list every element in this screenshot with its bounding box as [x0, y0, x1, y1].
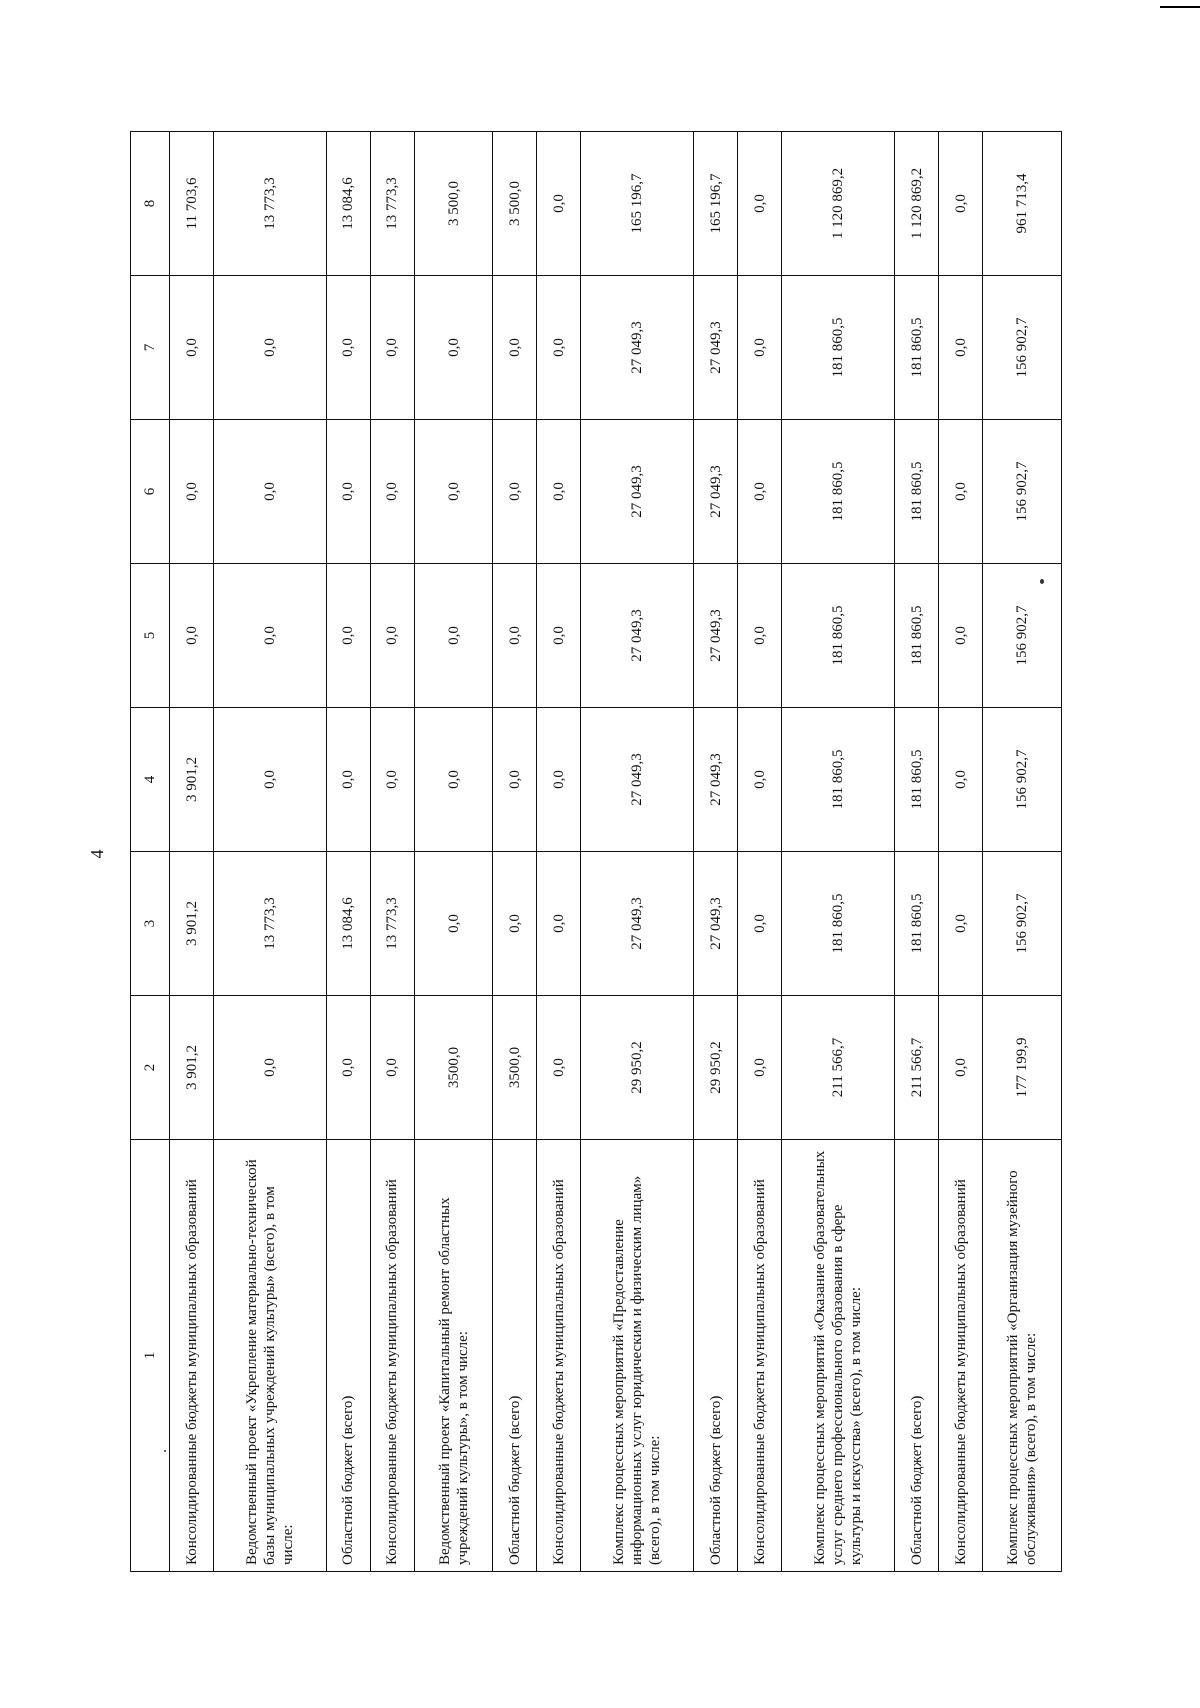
- value-cell: 0,0: [537, 708, 581, 852]
- value-cell: 181 860,5: [895, 420, 939, 564]
- value-cell: 156 902,7: [983, 564, 1062, 708]
- table-row: [738, 132, 782, 1572]
- value-cell: 0,0: [537, 276, 581, 420]
- value-cell: 0,0: [214, 420, 327, 564]
- value-cell: 1 120 869,2: [895, 132, 939, 276]
- value-cell: 0,0: [939, 132, 983, 276]
- table-row: [370, 132, 414, 1572]
- value-cell: 13 773,3: [370, 852, 414, 996]
- row-label: Ведомственный проект «Капитальный ремонт областных учреждений культуры», в том числе:: [414, 1140, 492, 1572]
- value-cell: 0,0: [370, 420, 414, 564]
- value-cell: 0,0: [214, 708, 327, 852]
- value-cell: 27 049,3: [694, 564, 738, 708]
- value-cell: 0,0: [170, 420, 214, 564]
- value-cell: 211 566,7: [782, 996, 895, 1140]
- table-row: [326, 132, 370, 1572]
- value-cell: 0,0: [939, 708, 983, 852]
- value-cell: 0,0: [537, 420, 581, 564]
- value-cell: 0,0: [370, 708, 414, 852]
- row-label: Консолидированные бюджеты муниципальных образований: [170, 1140, 214, 1572]
- value-cell: 177 199,9: [983, 996, 1062, 1140]
- value-cell: 0,0: [414, 276, 492, 420]
- row-label: Областной бюджет (всего): [694, 1140, 738, 1572]
- value-cell: 27 049,3: [581, 276, 694, 420]
- value-cell: 0,0: [537, 996, 581, 1140]
- value-cell: 3500,0: [493, 996, 537, 1140]
- row-label: Консолидированные бюджеты муниципальных образований: [370, 1140, 414, 1572]
- value-cell: 961 713,4: [983, 132, 1062, 276]
- value-cell: 27 049,3: [694, 852, 738, 996]
- value-cell: 0,0: [939, 996, 983, 1140]
- value-cell: 181 860,5: [895, 852, 939, 996]
- value-cell: 3 500,0: [414, 132, 492, 276]
- value-cell: 156 902,7: [983, 276, 1062, 420]
- value-cell: 27 049,3: [694, 420, 738, 564]
- table-body: [170, 132, 1062, 1572]
- value-cell: 27 049,3: [694, 708, 738, 852]
- value-cell: 0,0: [170, 276, 214, 420]
- value-cell: 0,0: [326, 420, 370, 564]
- table-row: [782, 132, 895, 1572]
- value-cell: 0,0: [939, 420, 983, 564]
- budget-table: [130, 131, 1062, 1572]
- value-cell: 0,0: [214, 564, 327, 708]
- value-cell: 181 860,5: [782, 708, 895, 852]
- column-header: 1: [131, 1140, 170, 1572]
- table-row: [214, 132, 327, 1572]
- table-row: [170, 132, 214, 1572]
- value-cell: 13 773,3: [214, 132, 327, 276]
- value-cell: 0,0: [493, 564, 537, 708]
- value-cell: 165 196,7: [694, 132, 738, 276]
- value-cell: 27 049,3: [581, 852, 694, 996]
- table-row: [694, 132, 738, 1572]
- value-cell: 0,0: [170, 564, 214, 708]
- value-cell: 0,0: [326, 708, 370, 852]
- value-cell: 0,0: [738, 132, 782, 276]
- column-header: 7: [131, 276, 170, 420]
- value-cell: 0,0: [414, 564, 492, 708]
- column-header: 8: [131, 132, 170, 276]
- value-cell: 0,0: [493, 708, 537, 852]
- value-cell: 181 860,5: [782, 564, 895, 708]
- value-cell: 181 860,5: [782, 420, 895, 564]
- table-row: [939, 132, 983, 1572]
- value-cell: 0,0: [537, 132, 581, 276]
- value-cell: 181 860,5: [782, 852, 895, 996]
- value-cell: 156 902,7: [983, 852, 1062, 996]
- value-cell: 181 860,5: [782, 276, 895, 420]
- value-cell: 11 703,6: [170, 132, 214, 276]
- value-cell: 181 860,5: [895, 564, 939, 708]
- value-cell: 0,0: [370, 996, 414, 1140]
- value-cell: 0,0: [414, 852, 492, 996]
- value-cell: 0,0: [738, 852, 782, 996]
- value-cell: 27 049,3: [581, 564, 694, 708]
- table-row: [983, 132, 1062, 1572]
- row-label: Областной бюджет (всего): [493, 1140, 537, 1572]
- row-label: Областной бюджет (всего): [326, 1140, 370, 1572]
- value-cell: 0,0: [939, 276, 983, 420]
- value-cell: 0,0: [214, 996, 327, 1140]
- row-label: Ведомственный проект «Укрепление материально-технической базы муниципальных учреждений культуры» (всего), в том числе:: [214, 1140, 327, 1572]
- value-cell: 0,0: [370, 276, 414, 420]
- value-cell: 156 902,7: [983, 420, 1062, 564]
- page-number: 4: [87, 849, 107, 859]
- row-label: Комплекс процессных мероприятий «Предоставление информационных услуг юридическим и физическим лицам» (всего), в том числе:: [581, 1140, 694, 1572]
- value-cell: 3 901,2: [170, 708, 214, 852]
- value-cell: 0,0: [414, 420, 492, 564]
- value-cell: 27 049,3: [694, 276, 738, 420]
- value-cell: 13 773,3: [214, 852, 327, 996]
- column-header: 3: [131, 852, 170, 996]
- value-cell: 165 196,7: [581, 132, 694, 276]
- value-cell: 0,0: [537, 564, 581, 708]
- value-cell: 0,0: [537, 852, 581, 996]
- value-cell: 0,0: [738, 420, 782, 564]
- value-cell: 156 902,7: [983, 708, 1062, 852]
- column-header: 4: [131, 708, 170, 852]
- column-header: 5: [131, 564, 170, 708]
- value-cell: 27 049,3: [581, 420, 694, 564]
- table-row: [537, 132, 581, 1572]
- top-edge-rule: [1160, 6, 1200, 8]
- value-cell: 0,0: [214, 276, 327, 420]
- value-cell: 211 566,7: [895, 996, 939, 1140]
- value-cell: 0,0: [493, 276, 537, 420]
- value-cell: 3500,0: [414, 996, 492, 1140]
- header-row: [131, 132, 170, 1572]
- rotated-table-container: [130, 132, 1062, 1572]
- value-cell: 0,0: [370, 564, 414, 708]
- value-cell: 0,0: [326, 276, 370, 420]
- value-cell: 0,0: [738, 996, 782, 1140]
- value-cell: 0,0: [326, 996, 370, 1140]
- value-cell: 0,0: [414, 708, 492, 852]
- value-cell: 29 950,2: [694, 996, 738, 1140]
- row-label: Консолидированные бюджеты муниципальных образований: [537, 1140, 581, 1572]
- table-row: [414, 132, 492, 1572]
- value-cell: 29 950,2: [581, 996, 694, 1140]
- value-cell: 181 860,5: [895, 276, 939, 420]
- value-cell: 0,0: [493, 852, 537, 996]
- column-header: 2: [131, 996, 170, 1140]
- value-cell: 0,0: [493, 420, 537, 564]
- value-cell: 3 500,0: [493, 132, 537, 276]
- value-cell: 13 084,6: [326, 852, 370, 996]
- value-cell: 1 120 869,2: [782, 132, 895, 276]
- value-cell: 0,0: [738, 276, 782, 420]
- table-row: [895, 132, 939, 1572]
- value-cell: 0,0: [738, 564, 782, 708]
- value-cell: 181 860,5: [895, 708, 939, 852]
- value-cell: 13 773,3: [370, 132, 414, 276]
- column-header: 6: [131, 420, 170, 564]
- row-label: Комплекс процессных мероприятий «Оказание образовательных услуг среднего профессионального образования в сфере культуры и искусства» (всего), в том числе:: [782, 1140, 895, 1572]
- row-label: Консолидированные бюджеты муниципальных образований: [939, 1140, 983, 1572]
- value-cell: 3 901,2: [170, 852, 214, 996]
- table-row: [581, 132, 694, 1572]
- row-label: Консолидированные бюджеты муниципальных образований: [738, 1140, 782, 1572]
- row-label: Областной бюджет (всего): [895, 1140, 939, 1572]
- value-cell: 27 049,3: [581, 708, 694, 852]
- value-cell: 3 901,2: [170, 996, 214, 1140]
- value-cell: 0,0: [326, 564, 370, 708]
- value-cell: 0,0: [939, 564, 983, 708]
- value-cell: 0,0: [939, 852, 983, 996]
- value-cell: 13 084,6: [326, 132, 370, 276]
- row-label: Комплекс процессных мероприятий «Организация музейного обслуживания» (всего), в том числе:: [983, 1140, 1062, 1572]
- value-cell: 0,0: [738, 708, 782, 852]
- table-row: [493, 132, 537, 1572]
